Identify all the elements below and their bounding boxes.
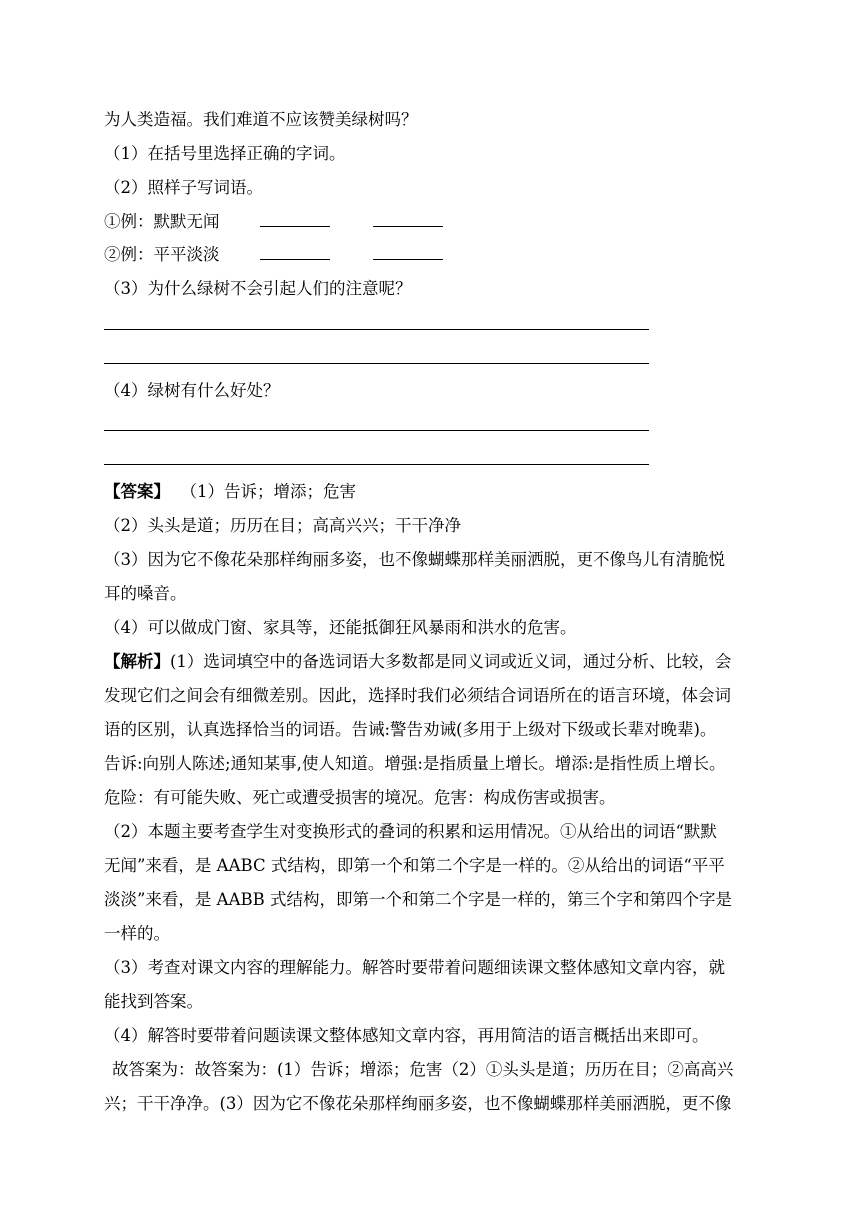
answer-blank-a1[interactable] — [260, 212, 330, 227]
answer-3-line-1: （3）因为它不像花朵那样绚丽多姿，也不像蝴蝶那样美丽洒脱，更不像鸟儿有清脆悦 — [104, 550, 725, 569]
answer-1: （1）告诉；增添；危害 — [180, 482, 356, 501]
analysis-p3-line-2: 能找到答案。 — [104, 992, 203, 1011]
analysis-p1-line-3: 语的区别，认真选择恰当的词语。告诫:警告劝诫(多用于上级对下级或长辈对晚辈)。 — [104, 720, 717, 739]
answer-label: 【答案】 — [104, 482, 170, 501]
question-1: （1）在括号里选择正确的字词。 — [104, 144, 346, 163]
analysis-p2-line-4: 一样的。 — [104, 924, 170, 943]
analysis-p2-line-3: 淡淡”来看，是 AABB 式结构，即第一个和第二个字是一样的，第三个字和第四个字是 — [104, 890, 733, 909]
analysis-label: 【解析】 — [104, 652, 170, 671]
answer-3-line-2: 耳的嗓音。 — [104, 584, 187, 603]
answer-blank-b2[interactable] — [373, 245, 443, 260]
analysis-p1-line-2: 发现它们之间会有细微差别。因此，选择时我们必须结合词语所在的语言环境，体会词 — [104, 686, 731, 705]
analysis-p1-text: (1）选词填空中的备选词语大多数都是同义词或近义词，通过分析、比较，会 — [170, 652, 732, 671]
answer-line-q3-1[interactable] — [104, 329, 649, 330]
question-4: （4）绿树有什么好处？ — [104, 381, 280, 400]
analysis-p2-line-2: 无闻”来看，是 AABC 式结构，即第一个和第二个字是一样的。②从给出的词语“平平 — [104, 856, 725, 875]
example-a-label: ①例：默默无闻 — [104, 212, 220, 231]
analysis-p1-line-5: 危险：有可能失败、死亡或遭受损害的境况。危害：构成伤害或损害。 — [104, 788, 616, 807]
analysis-p4-line-1: （4）解答时要带着问题读课文整体感知文章内容，再用简洁的语言概括出来即可。 — [104, 1026, 709, 1045]
answer-blank-a2[interactable] — [373, 212, 443, 227]
question-2-example-b — [104, 244, 764, 266]
analysis-p1-line-4: 告诉:向别人陈述;通知某事,使人知道。增强:是指质量上增长。增添:是指性质上增长。 — [104, 754, 726, 773]
answer-line-q3-2[interactable] — [104, 363, 649, 364]
analysis-p5-line-2: 兴；干干净净。(3）因为它不像花朵那样绚丽多姿，也不像蝴蝶那样美丽洒脱，更不像 — [104, 1094, 732, 1113]
question-2: （2）照样子写词语。 — [104, 178, 263, 197]
answer-line-1 — [104, 481, 764, 503]
question-3: （3）为什么绿树不会引起人们的注意呢？ — [104, 279, 412, 298]
answer-line-q4-1[interactable] — [104, 430, 649, 431]
analysis-p2-line-1: （2）本题主要考查学生对变换形式的叠词的积累和运用情况。①从给出的词语“默默 — [104, 822, 717, 841]
answer-2: （2）头头是道；历历在目；高高兴兴；干干净净 — [104, 516, 461, 535]
answer-line-q4-2[interactable] — [104, 464, 649, 465]
analysis-p3-line-1: （3）考查对课文内容的理解能力。解答时要带着问题细读课文整体感知文章内容，就 — [104, 958, 725, 977]
analysis-p5-line-1: 故答案为：故答案为：(1）告诉；增添；危害（2）①头头是道；历历在目；②高高兴 — [112, 1060, 734, 1079]
question-2-example-a — [104, 211, 764, 233]
passage-tail: 为人类造福。我们难道不应该赞美绿树吗？ — [104, 110, 418, 129]
analysis-p1-line-1 — [104, 651, 764, 673]
answer-blank-b1[interactable] — [260, 245, 330, 260]
answer-4: （4）可以做成门窗、家具等，还能抵御狂风暴雨和洪水的危害。 — [104, 618, 577, 637]
example-b-label: ②例：平平淡淡 — [104, 245, 220, 264]
